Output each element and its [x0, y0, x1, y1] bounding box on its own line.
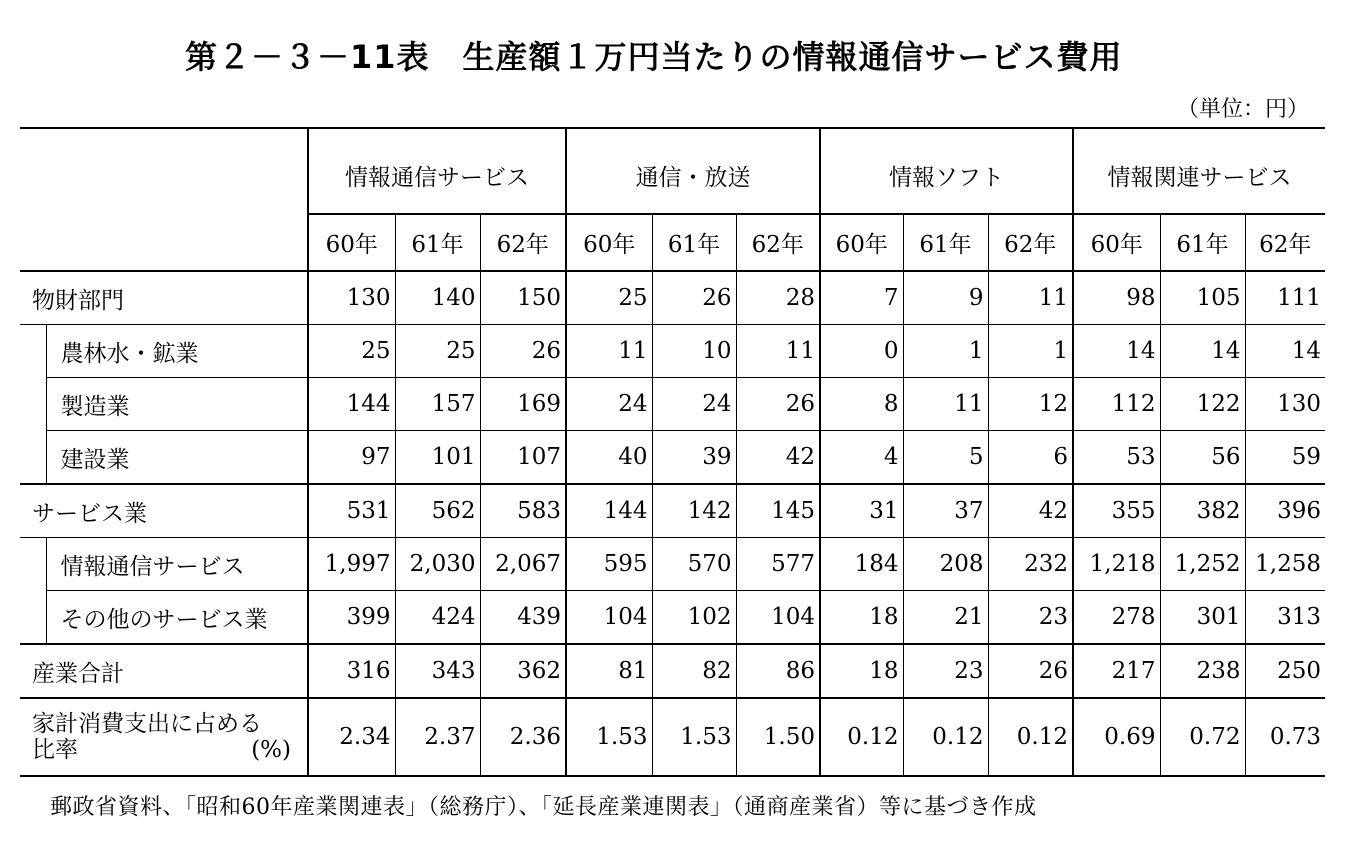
cell-value: 1.50: [736, 698, 820, 776]
header-corner: [20, 128, 308, 271]
cell-value: 39: [652, 431, 736, 485]
cell-value: 130: [1245, 378, 1325, 431]
row-label: 建設業: [46, 431, 308, 485]
cell-value: 105: [1160, 271, 1245, 325]
ratio-label-line1: 家計消費支出に占める: [32, 711, 262, 737]
row-label: 産業合計: [20, 644, 308, 698]
cell-value: 25: [395, 325, 480, 378]
table-row: [20, 431, 1325, 485]
cell-value: 278: [1073, 591, 1160, 645]
cell-value: 1,997: [308, 538, 395, 591]
cell-value: 24: [566, 378, 652, 431]
cell-value: 25: [566, 271, 652, 325]
cell-value: 0.12: [903, 698, 988, 776]
cell-value: 2.36: [480, 698, 566, 776]
cell-value: 21: [903, 591, 988, 645]
table-row: [20, 538, 1325, 591]
table-row: [20, 644, 1325, 698]
cell-value: 10: [652, 325, 736, 378]
year-header: 62年: [736, 214, 820, 271]
group-header: 情報関連サービス: [1073, 128, 1325, 214]
cell-value: 562: [395, 484, 480, 538]
header-group-row: [20, 128, 1325, 214]
row-label: 物財部門: [20, 271, 308, 325]
cell-value: 2,030: [395, 538, 480, 591]
cell-value: 0.73: [1245, 698, 1325, 776]
cell-value: 145: [736, 484, 820, 538]
cell-value: 313: [1245, 591, 1325, 645]
cell-value: 40: [566, 431, 652, 485]
cell-value: 531: [308, 484, 395, 538]
indent-spacer: [20, 538, 46, 591]
cell-value: 42: [988, 484, 1073, 538]
cell-value: 23: [903, 644, 988, 698]
ratio-label-left: 比率: [32, 737, 78, 763]
cell-value: 0.12: [988, 698, 1073, 776]
cell-value: 316: [308, 644, 395, 698]
cell-value: 111: [1245, 271, 1325, 325]
cell-value: 56: [1160, 431, 1245, 485]
cell-value: 570: [652, 538, 736, 591]
cell-value: 42: [736, 431, 820, 485]
cell-value: 140: [395, 271, 480, 325]
year-header: 61年: [903, 214, 988, 271]
indent-spacer: [20, 325, 46, 378]
year-header: 61年: [395, 214, 480, 271]
cell-value: 595: [566, 538, 652, 591]
cell-value: 37: [903, 484, 988, 538]
data-table: [20, 127, 1325, 777]
table-title: 第２－３－11表 生産額１万円当たりの情報通信サービス費用: [185, 38, 1123, 76]
cell-value: 0: [820, 325, 903, 378]
year-header: 60年: [566, 214, 652, 271]
cell-value: 130: [308, 271, 395, 325]
cell-value: 5: [903, 431, 988, 485]
cell-value: 18: [820, 644, 903, 698]
row-label: 情報通信サービス: [46, 538, 308, 591]
cell-value: 26: [988, 644, 1073, 698]
cell-value: 6: [988, 431, 1073, 485]
cell-value: 184: [820, 538, 903, 591]
cell-value: 11: [903, 378, 988, 431]
cell-value: 144: [566, 484, 652, 538]
cell-value: 59: [1245, 431, 1325, 485]
cell-value: 1.53: [652, 698, 736, 776]
cell-value: 18: [820, 591, 903, 645]
cell-value: 8: [820, 378, 903, 431]
cell-value: 97: [308, 431, 395, 485]
cell-value: 7: [820, 271, 903, 325]
cell-value: 101: [395, 431, 480, 485]
cell-value: 583: [480, 484, 566, 538]
row-label: 製造業: [46, 378, 308, 431]
cell-value: 250: [1245, 644, 1325, 698]
cell-value: 238: [1160, 644, 1245, 698]
table-row: [20, 484, 1325, 538]
cell-value: 0.69: [1073, 698, 1160, 776]
cell-value: 169: [480, 378, 566, 431]
cell-value: 399: [308, 591, 395, 645]
cell-value: 343: [395, 644, 480, 698]
cell-value: 11: [566, 325, 652, 378]
cell-value: 424: [395, 591, 480, 645]
cell-value: 81: [566, 644, 652, 698]
cell-value: 144: [308, 378, 395, 431]
indent-spacer: [20, 378, 46, 431]
year-header: 62年: [988, 214, 1073, 271]
cell-value: 150: [480, 271, 566, 325]
cell-value: 26: [736, 378, 820, 431]
cell-value: 112: [1073, 378, 1160, 431]
cell-value: 86: [736, 644, 820, 698]
cell-value: 26: [480, 325, 566, 378]
cell-value: 2,067: [480, 538, 566, 591]
row-label: 農林水・鉱業: [46, 325, 308, 378]
cell-value: 1,258: [1245, 538, 1325, 591]
ratio-label-line2: [32, 737, 307, 763]
table-row: [20, 378, 1325, 431]
cell-value: 1,252: [1160, 538, 1245, 591]
cell-value: 355: [1073, 484, 1160, 538]
cell-value: 382: [1160, 484, 1245, 538]
indent-spacer: [20, 591, 46, 645]
cell-value: 2.37: [395, 698, 480, 776]
cell-value: 14: [1073, 325, 1160, 378]
indent-spacer: [20, 431, 46, 485]
year-header: 60年: [1073, 214, 1160, 271]
cell-value: 23: [988, 591, 1073, 645]
cell-value: 4: [820, 431, 903, 485]
cell-value: 26: [652, 271, 736, 325]
cell-value: 107: [480, 431, 566, 485]
cell-value: 232: [988, 538, 1073, 591]
cell-value: 577: [736, 538, 820, 591]
cell-value: 1.53: [566, 698, 652, 776]
cell-value: 142: [652, 484, 736, 538]
cell-value: 1: [903, 325, 988, 378]
ratio-row-label: [20, 698, 308, 776]
cell-value: 53: [1073, 431, 1160, 485]
year-header: 60年: [820, 214, 903, 271]
cell-value: 24: [652, 378, 736, 431]
row-label: その他のサービス業: [46, 591, 308, 645]
table-row: [20, 591, 1325, 645]
cell-value: 208: [903, 538, 988, 591]
cell-value: 217: [1073, 644, 1160, 698]
cell-value: 122: [1160, 378, 1245, 431]
cell-value: 31: [820, 484, 903, 538]
year-header: 61年: [652, 214, 736, 271]
cell-value: 2.34: [308, 698, 395, 776]
group-header: 情報ソフト: [820, 128, 1073, 214]
cell-value: 396: [1245, 484, 1325, 538]
cell-value: 104: [736, 591, 820, 645]
cell-value: 1: [988, 325, 1073, 378]
source-note: 郵政省資料、「昭和60年産業関連表」（総務庁）、「延長産業連関表」（通商産業省）等に基づき作成: [50, 795, 1037, 820]
year-header: 61年: [1160, 214, 1245, 271]
cell-value: 11: [736, 325, 820, 378]
cell-value: 362: [480, 644, 566, 698]
row-label: サービス業: [20, 484, 308, 538]
table-row: [20, 325, 1325, 378]
cell-value: 1,218: [1073, 538, 1160, 591]
ratio-label-unit: (%): [251, 737, 291, 763]
cell-value: 157: [395, 378, 480, 431]
unit-label: （単位：円）: [1176, 97, 1309, 122]
cell-value: 0.12: [820, 698, 903, 776]
cell-value: 9: [903, 271, 988, 325]
cell-value: 14: [1160, 325, 1245, 378]
group-header: 通信・放送: [566, 128, 820, 214]
cell-value: 301: [1160, 591, 1245, 645]
cell-value: 98: [1073, 271, 1160, 325]
table-row-ratio: [20, 698, 1325, 776]
year-header: 60年: [308, 214, 395, 271]
cell-value: 25: [308, 325, 395, 378]
cell-value: 439: [480, 591, 566, 645]
table-row: [20, 271, 1325, 325]
year-header: 62年: [480, 214, 566, 271]
cell-value: 0.72: [1160, 698, 1245, 776]
cell-value: 28: [736, 271, 820, 325]
cell-value: 82: [652, 644, 736, 698]
year-header: 62年: [1245, 214, 1325, 271]
cell-value: 102: [652, 591, 736, 645]
cell-value: 11: [988, 271, 1073, 325]
cell-value: 104: [566, 591, 652, 645]
group-header: 情報通信サービス: [308, 128, 566, 214]
cell-value: 14: [1245, 325, 1325, 378]
cell-value: 12: [988, 378, 1073, 431]
